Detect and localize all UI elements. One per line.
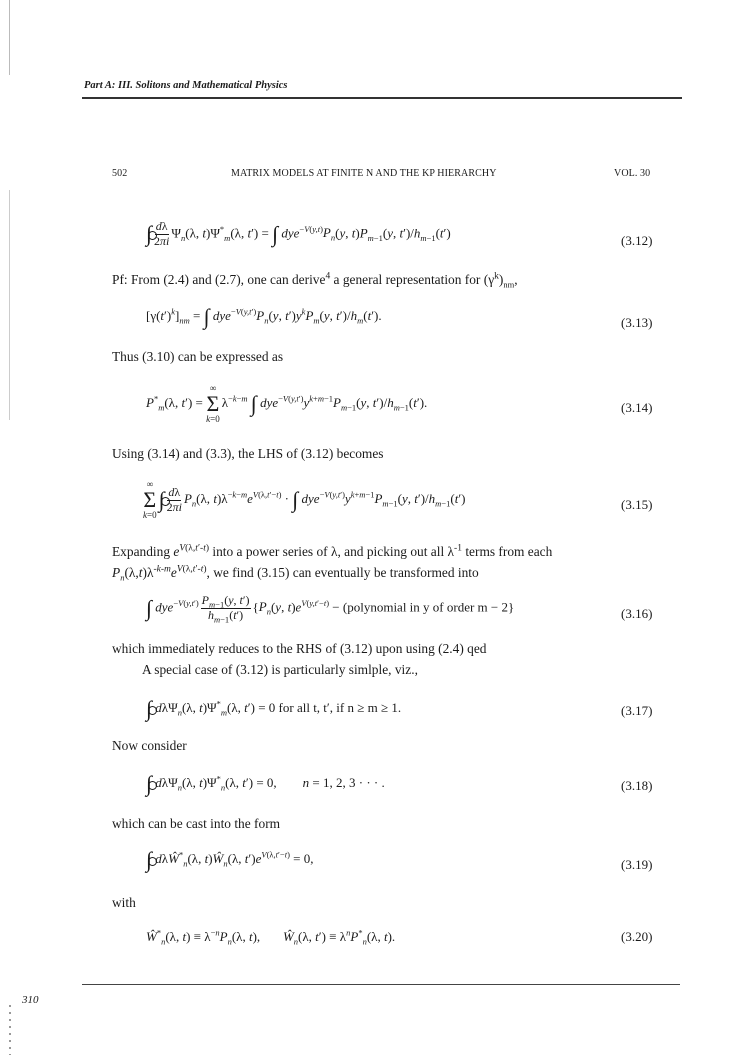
paragraph: A special case of (3.12) is particularly simlple, viz.,: [142, 662, 418, 677]
eq-number: (3.12): [621, 233, 653, 248]
equation-3-14: $P^*_m(\lambda$, t′) = ∞ Σ k=0 $\lambda^{-k-m}$ ∫ $dye^{-V(y,t')}y^{k+m-1}P_{m-1}(y$, $t')/h_{m-1}(t')$.: [146, 383, 428, 424]
paragraph: Expanding $e^{V(\lambda,t'-t)}$ into a power series of λ, and picking out all $\lambda^{-1}$ terms from each: [112, 543, 553, 559]
equation-3-19: ∫ dλŴ*$_n$(λ, $t)Ŵ_n(\lambda$, $t')e^{V(\lambda,t'-t)} = 0$,: [146, 847, 314, 872]
equation-3-16: ∫ dye$^{-V(y,t')}$ $\frac{P_{m-1}(y, t')}{h_{m-1}(t')}$ {$P_n(y$, $t)e^{V(y,t'-t)}$ − (polynomial in y of order m − 2}: [146, 593, 515, 625]
equation-3-12: ∫ $\frac{d\lambda}{2\pi i}$ $\Psi_n(\lambda$, $t)\Psi^*_m(\lambda$, t′) = ∫ $dye^{-V(y,t)}P_n(y$, $t)P_{m-1}(y$, $t')/h_{m-1}(t')$: [146, 219, 451, 248]
paragraph: Now consider: [112, 738, 187, 753]
eq-number: (3.16): [621, 606, 653, 621]
eq-number: (3.14): [621, 400, 653, 415]
paragraph: with: [112, 895, 136, 910]
paragraph: Thus (3.10) can be expressed as: [112, 349, 284, 364]
scan-margin-line: [9, 190, 10, 420]
equation-3-18: ∫ dλΨ$_n$(λ, $t)\Psi^*_n(\lambda$, t′) = 0, n = 1, 2, 3 · · · .: [146, 771, 385, 796]
eq-number: (3.17): [621, 703, 653, 718]
paragraph: which can be cast into the form: [112, 816, 281, 831]
scan-margin-line: [9, 0, 10, 75]
eq-number: (3.19): [621, 857, 653, 872]
volume-label: VOL. 30: [614, 168, 651, 179]
scan-margin-dots: [9, 1005, 11, 1055]
book-page-number: 310: [22, 994, 39, 1006]
equation-3-20: $Ŵ^*_n(\lambda$, $t) \equiv \lambda^{-n}P_n(\lambda$, t), $Ŵ_n(\lambda$, $t') \equiv \lambda^nP^*_n(\lambda$, t).: [146, 927, 396, 947]
page-number: 502: [112, 168, 128, 179]
equation-3-17: ∫ dλΨ$_n$(λ, $t)\Psi^*_m(\lambda$, t′) = 0 for all t, t′, if n ≥ m ≥ 1.: [146, 696, 402, 721]
running-title: MATRIX MODELS AT FINITE N AND THE KP HIERARCHY: [231, 168, 497, 179]
paragraph: Using (3.14) and (3.3), the LHS of (3.12) becomes: [112, 446, 384, 461]
paragraph: Pf: From (2.4) and (2.7), one can derive$^4$ a general representation for $(\gamma^k)_{nm}$,: [112, 271, 518, 290]
equation-3-15: ∞ Σ k=0 ∫ $\frac{d\lambda}{2\pi i}$ $P_n(\lambda$, $t)\lambda^{-k-m}e^{V(\lambda,t'-t)}$ · ∫ $dye^{-V(y,t')}y^{k+m-1}P_{m-1}(y$, $t')/h_{m-1}(t')$: [143, 479, 466, 520]
eq-number: (3.18): [621, 778, 653, 793]
footer-rule: [82, 984, 680, 985]
header-rule: [82, 97, 682, 99]
eq-number: (3.15): [621, 497, 653, 512]
paragraph: which immediately reduces to the RHS of (3.12) upon using (2.4) qed: [112, 641, 487, 656]
eq-number: (3.20): [621, 929, 653, 944]
eq-number: (3.13): [621, 315, 653, 330]
part-header: Part A: III. Solitons and Mathematical Physics: [84, 80, 288, 91]
paragraph: $P_n(\lambda,t)\lambda^{-k-m}e^{V(\lambda,t'-t)}$, we find (3.15) can eventually be transformed into: [112, 564, 479, 583]
equation-3-13: $[\gamma(t')^k]_{nm}$ = ∫ $dye^{-V(y,t')}P_n(y$, $t')y^kP_m(y$, $t')/h_m(t')$.: [146, 304, 382, 329]
